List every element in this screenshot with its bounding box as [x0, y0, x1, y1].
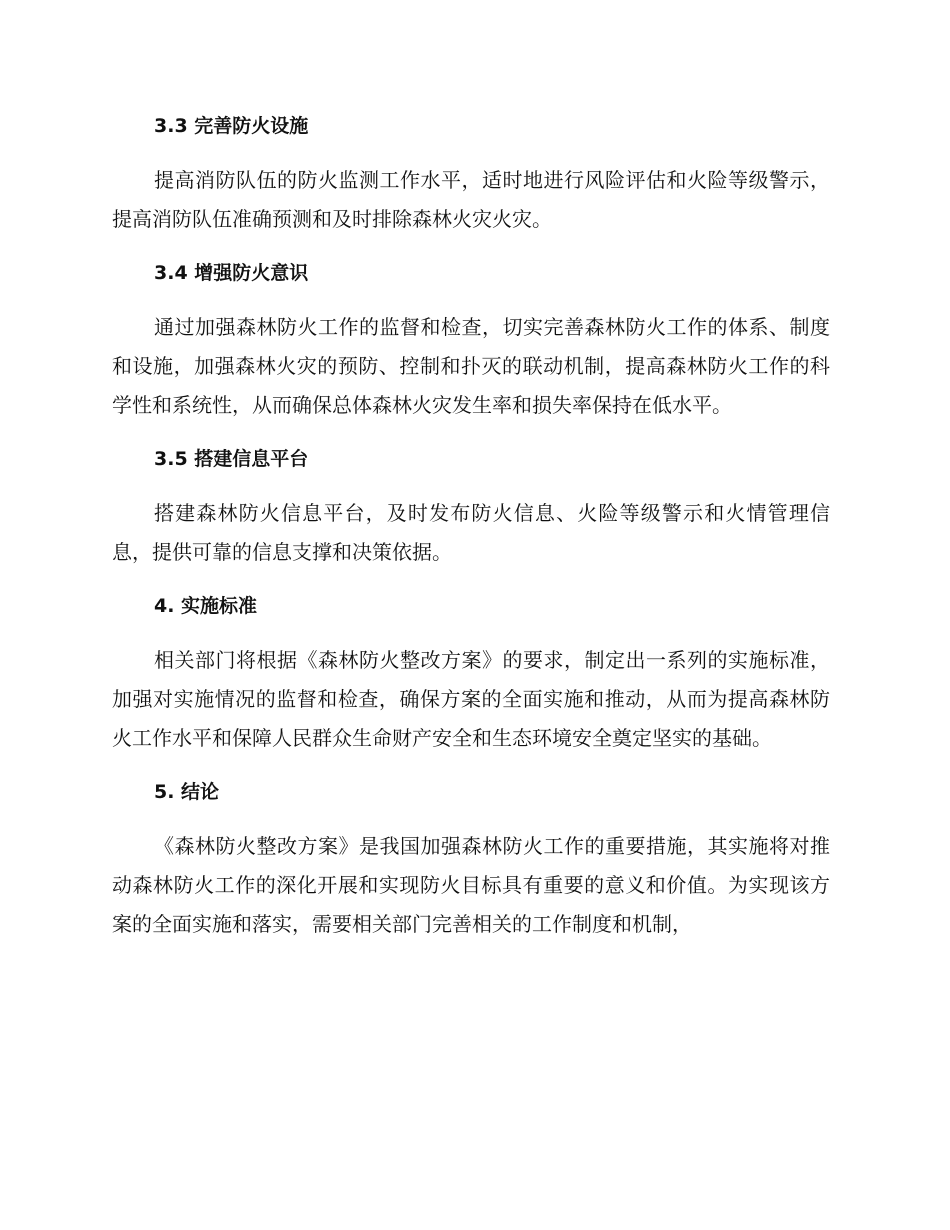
- section-paragraph-5: 《森林防火整改方案》是我国加强森林防火工作的重要措施，其实施将对推动森林防火工作的深化开展和实现防火目标具有重要的意义和价值。为实现该方案的全面实施和落实，需要相关部门完善相关的工作制度和机制，: [112, 834, 830, 936]
- document-body: [112, 108, 830, 944]
- section-heading-3-4: 3.4 增强防火意识: [154, 262, 309, 284]
- section-heading-3-5: 3.5 搭建信息平台: [154, 448, 309, 470]
- section-paragraph-3-4: 通过加强森林防火工作的监督和检查，切实完善森林防火工作的体系、制度和设施，加强森林火灾的预防、控制和扑灭的联动机制，提高森林防火工作的科学性和系统性，从而确保总体森林火灾发生率和损失率保持在低水平。: [112, 315, 830, 417]
- section-heading-4: 4. 实施标准: [154, 595, 258, 617]
- section-heading-5: 5. 结论: [154, 781, 220, 803]
- section-paragraph-3-3: 提高消防队伍的防火监测工作水平，适时地进行风险评估和火险等级警示，提高消防队伍准确预测和及时排除森林火灾火灾。: [112, 168, 830, 231]
- section-heading-3-3: 3.3 完善防火设施: [154, 115, 309, 137]
- section-paragraph-3-5: 搭建森林防火信息平台，及时发布防火信息、火险等级警示和火情管理信息，提供可靠的信息支撑和决策依据。: [112, 501, 830, 564]
- section-paragraph-4: 相关部门将根据《森林防火整改方案》的要求，制定出一系列的实施标准，加强对实施情况的监督和检查，确保方案的全面实施和推动，从而为提高森林防火工作水平和保障人民群众生命财产安全和生态环境安全奠定坚实的基础。: [112, 648, 830, 750]
